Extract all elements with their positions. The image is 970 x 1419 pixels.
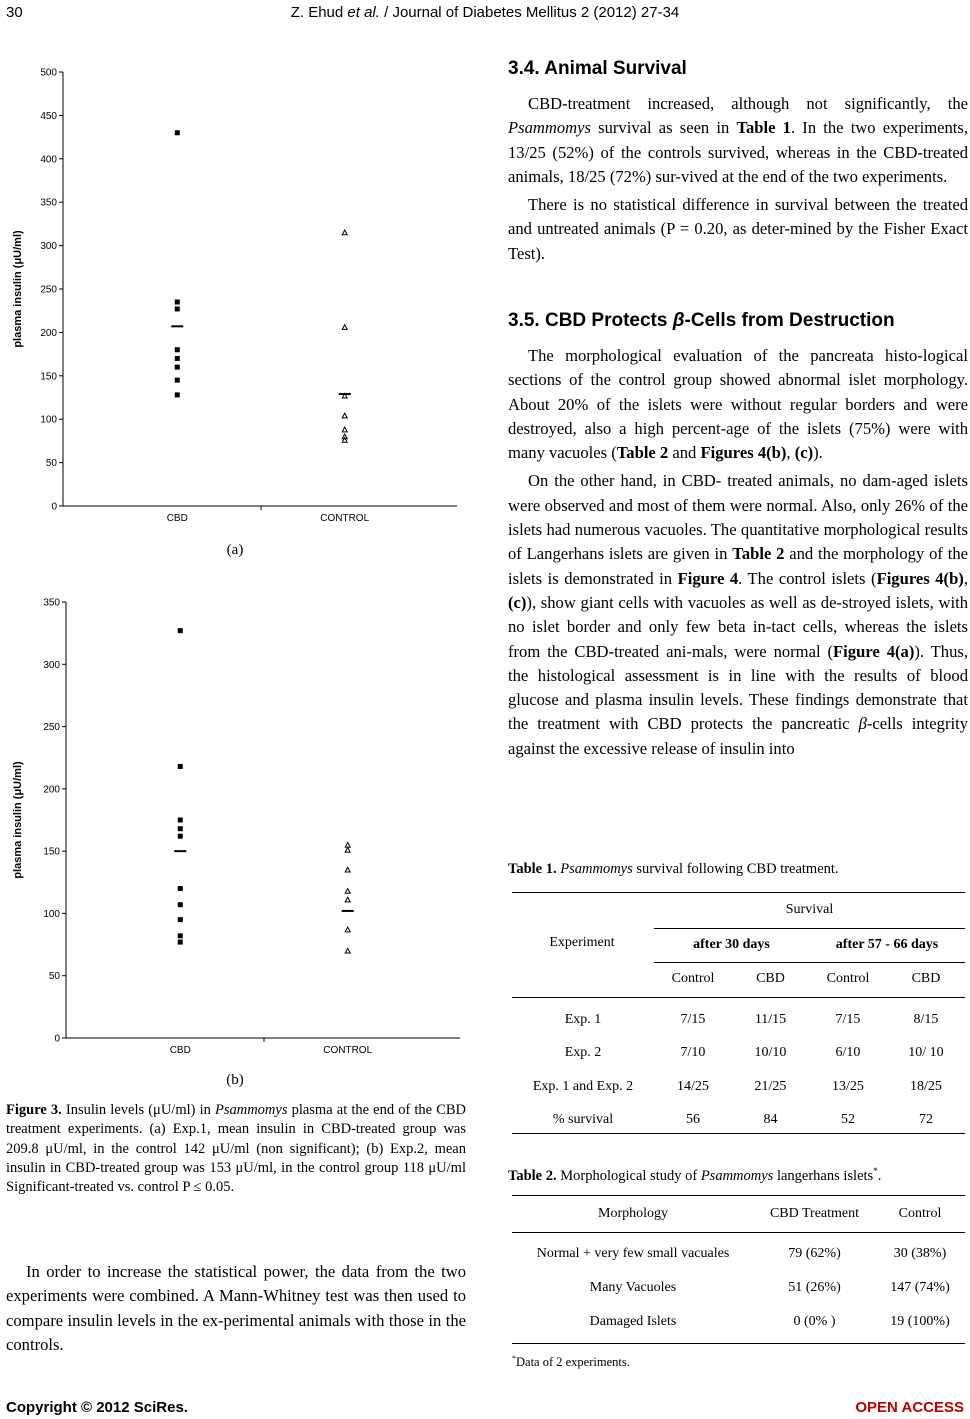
y-tick-label: 200 [40,327,57,339]
table-2-header-morphology: Morphology [598,1206,668,1221]
table-1-cell: 18/25 [910,1078,942,1094]
page-number: 30 [6,4,23,21]
table-1-cell: 7/15 [680,1011,706,1027]
data-point-triangle [342,325,347,330]
table-2-caption-b: langerhans islets [776,1167,874,1184]
s35-p1-ref1: Table 2 [616,443,669,463]
table-2-row-label: Normal + very few small vacuales [536,1246,730,1261]
data-point-square [178,902,183,907]
table-2-caption-species: Psammomys [700,1167,774,1184]
figure-3a-chart [0,60,470,530]
table-2-cell: 30 (38%) [893,1246,947,1261]
section-3-5 [508,310,968,761]
y-tick-label: 100 [43,908,60,920]
data-point-triangle [345,889,350,894]
x-tick-label: CONTROL [323,1045,373,1056]
table-2-cell: 51 (26%) [788,1280,841,1295]
table-1-cell: 84 [763,1112,778,1128]
y-tick-label: 50 [45,458,57,470]
table-row [512,1003,965,1037]
s35-p2-ref2: Figure 4 [677,568,739,588]
footer-open-access: OPEN ACCESS [855,1399,964,1416]
y-axis-label: plasma insulin (μU/ml) [12,761,24,879]
data-point-square [178,933,183,938]
data-point-triangle [345,867,350,872]
left-paragraph-container [6,1260,466,1357]
data-point-square [175,365,180,370]
section-3-5-paragraph-1 [508,344,968,465]
table-2-header [512,1204,965,1224]
data-point-triangle [342,413,347,418]
table-1-period-rule [654,962,965,963]
data-point-triangle [342,230,347,235]
table-1-caption-text: survival following CBD treatment. [636,861,839,877]
s35-title-beta: β [672,310,685,331]
table-1-header-after30: after 30 days [693,937,770,952]
y-tick-label: 250 [40,284,57,296]
table-1-row-label: Exp. 1 and Exp. 2 [532,1078,634,1094]
table-1-cell: 8/15 [913,1011,939,1027]
y-tick-label: 350 [43,597,60,609]
table-1-row-label: Exp. 1 [564,1011,602,1027]
table-1-cell: 6/10 [835,1045,861,1061]
s34-p1-c: . In the two experiments, 13/25 (52%) of the controls survived, whereas in the CBD-treated animals, 18/25 (72%) sur-vived at the end of the two experiments. [508,118,969,186]
table-1-sub-control-30: Control [671,971,715,986]
section-3-4-title: 3.4. Animal Survival [508,58,687,79]
s35-p2-ref4: (c) [508,592,527,612]
table-1-cell: 56 [686,1112,700,1128]
table-1-row-label: % survival [552,1112,614,1128]
x-tick-label: CBD [169,1045,191,1056]
data-point-square [178,886,183,891]
s35-p2-d: , [963,568,968,588]
table-1-cell: 21/25 [754,1078,787,1094]
s35-p1-b: and [668,443,701,463]
table-2 [512,1195,965,1370]
y-tick-label: 0 [51,501,57,513]
table-1-header-survival: Survival [785,902,834,917]
y-tick-label: 500 [40,67,57,79]
table-1-cell: 10/ 10 [908,1045,944,1061]
s34-p1-table-ref: Table 1 [736,118,791,138]
data-point-triangle [345,897,350,902]
table-2-caption-end: . [877,1167,882,1184]
table-1-body [512,1003,965,1137]
figure-3-caption-label: Figure 3. [6,1102,62,1118]
table-2-row-label: Damaged Islets [589,1314,677,1329]
figure-3-caption-species: Psammomys [214,1102,288,1118]
s35-p1-c: , [786,443,795,463]
s35-p2-beta: β [858,714,867,734]
section-3-4 [508,58,968,266]
data-point-square [178,818,183,823]
s35-p2-ref5: Figure 4(a) [833,641,915,661]
table-1-cell: 7/15 [835,1011,861,1027]
running-header [0,4,970,21]
table-1-survival-rule [654,928,965,929]
s35-p1-ref2: Figures 4(b) [700,443,787,463]
data-point-square [178,940,183,945]
s35-p2-ref3: Figures 4(b) [876,568,964,588]
table-1-caption-species: Psammomys [560,861,633,877]
table-1-bottom-rule [512,1133,965,1134]
table-2-header-cbd: CBD Treatment [769,1206,860,1221]
table-2-caption [508,1162,968,1186]
s34-p1-b: survival as seen in [598,118,730,138]
y-tick-label: 150 [40,371,57,383]
table-row [512,1037,965,1071]
y-tick-label: 450 [40,110,57,122]
table-1-header-after57: after 57 - 66 days [835,937,939,952]
combined-analysis-paragraph: In order to increase the statistical power, the data from the two experiments were combined. A Mann-Whitney test was then used to compare insulin levels in the ex-perimental animals with those in the controls. [6,1262,466,1354]
data-point-square [175,392,180,397]
s35-title-a: 3.5. CBD Protects [508,310,668,331]
table-1 [512,892,965,1133]
y-tick-label: 200 [43,784,60,796]
table-2-body [512,1237,965,1339]
data-point-square [178,826,183,831]
table-1-cell: 52 [841,1112,855,1128]
y-tick-label: 300 [43,659,60,671]
data-point-square [175,306,180,311]
data-point-square [175,378,180,383]
data-point-triangle [345,948,350,953]
table-2-cell: 79 (62%) [788,1246,841,1261]
s35-p2-e: ), show giant cells with vacuoles as well as de-stroyed islets, with no islet border and only few beta in-tact cells, whereas the islets from the CBD-treated ani-mals, were normal ( [508,592,968,661]
s35-p2-ref1: Table 2 [732,544,785,564]
x-tick-label: CBD [166,513,188,524]
y-tick-label: 50 [48,971,60,983]
table-1-sub-cbd-30: CBD [756,971,785,986]
table-1-cell: 11/15 [754,1011,787,1027]
table-1-header-experiment: Experiment [549,935,615,950]
x-tick-label: CONTROL [320,513,370,524]
data-point-triangle [345,927,350,932]
data-point-triangle [345,847,350,852]
y-tick-label: 150 [43,846,60,858]
s35-p2-f: ). Thus, the histological assessment is in line with the results of blood glucose and plasma insulin levels. These findings demonstrate that the treatment with CBD protects the pancreatic [508,641,968,734]
table-row [512,1104,965,1138]
y-tick-label: 250 [43,722,60,734]
table-2-header-control: Control [898,1206,942,1221]
data-point-square [175,347,180,352]
table-2-footnote-text: Data of 2 experiments. [516,1355,630,1370]
data-point-triangle [342,427,347,432]
data-point-square [178,628,183,633]
table-1-cell: 10/10 [754,1045,787,1061]
data-point-square [175,130,180,135]
data-point-square [175,300,180,305]
table-2-caption-sup: * [873,1166,878,1176]
table-row [512,1237,965,1271]
s35-p1-d: ). [813,443,823,463]
table-row [512,1305,965,1339]
s35-p2-b: and the morphology of the islets is demonstrated in [508,544,968,588]
table-2-row-label: Many Vacuoles [589,1280,677,1295]
data-point-square [175,356,180,361]
figure-3-caption-text-1: Insulin levels (μU/ml) in [65,1102,211,1118]
data-point-square [178,917,183,922]
s34-p1-species: Psammomys [508,118,591,138]
y-axis-label: plasma insulin (μU/ml) [12,230,24,348]
figure-3-caption [6,1101,466,1197]
table-2-cell: 0 (0% ) [793,1314,836,1329]
header-authors: Z. Ehud [290,4,344,21]
header-et-al: et al. [347,4,380,21]
s35-p1-ref3: (c) [794,443,814,463]
table-1-cell: 14/25 [677,1078,709,1094]
section-3-5-paragraph-2 [508,469,968,761]
y-tick-label: 400 [40,154,57,166]
y-tick-label: 0 [54,1033,60,1045]
table-1-caption [508,860,968,879]
table-2-footnote [512,1354,965,1370]
figure-3b-chart [0,590,470,1060]
table-1-cell: 72 [919,1112,933,1128]
s35-title-b: -Cells from Destruction [684,310,895,331]
y-tick-label: 300 [40,241,57,253]
section-3-5-title [508,310,968,332]
table-2-footnote-sup: * [512,1354,516,1363]
table-1-caption-label: Table 1. [508,861,557,877]
table-2-cell: 147 (74%) [890,1280,950,1295]
table-1-cell: 7/10 [680,1045,706,1061]
s35-p2-c: . The control islets ( [738,568,877,588]
table-1-sub-control-57: Control [826,971,870,986]
table-row [512,1070,965,1104]
table-1-cell: 13/25 [832,1078,864,1094]
table-1-sub-cbd-57: CBD [911,971,941,986]
table-row [512,1271,965,1305]
data-point-square [178,764,183,769]
footer-copyright: Copyright © 2012 SciRes. [6,1399,188,1416]
data-point-square [178,834,183,839]
section-3-4-paragraph-1 [508,92,968,189]
s35-p2-a: On the other hand, in CBD- treated animals, no dam-aged islets were observed and most of them were normal. Also, only 26% of the islets had numerous vacuoles. The quantitative morphological results of Langerhans islets are given in [508,471,968,564]
y-tick-label: 100 [40,414,57,426]
figure-3a-label: (a) [226,542,244,558]
table-1-header-rule [512,997,965,998]
header-journal: / Journal of Diabetes Mellitus 2 (2012) 27-34 [384,4,680,21]
table-2-caption-label: Table 2. [508,1167,557,1184]
section-3-4-paragraph-2: There is no statistical difference in survival between the treated and untreated animals (P = 0.20, as deter-mined by the Fisher Exact Test). [508,195,968,263]
y-tick-label: 350 [40,197,57,209]
table-2-cell: 19 (100%) [890,1314,950,1329]
table-2-caption-a: Morphological study of [560,1167,698,1184]
s35-p1-a: The morphological evaluation of the pancreata histo-logical sections of the control group showed abnormal islet morphology. About 20% of the islets were without regular borders and were destroyed, also a high percent-age of the islets (75%) were with many vacuoles ( [508,346,968,463]
figure-3b-label: (b) [226,1072,244,1088]
figure-3-caption-text-2: plasma at the end of the CBD treatment experiments. (a) Exp.1, mean insulin in CBD-treated group was 209.8 μU/ml, in the control 142 μU/ml (non significant); (b) Exp.2, mean insulin in CBD-treated group was 153 μU/ml, in the control group 118 μU/ml Significant-treated vs. control P ≤ 0.05. [6,1102,467,1196]
s35-p2-g: -cells integrity against the excessive release of insulin into [508,714,968,758]
s34-p1-a: CBD-treatment increased, although not significantly, the [528,94,968,113]
table-1-row-label: Exp. 2 [564,1045,602,1061]
